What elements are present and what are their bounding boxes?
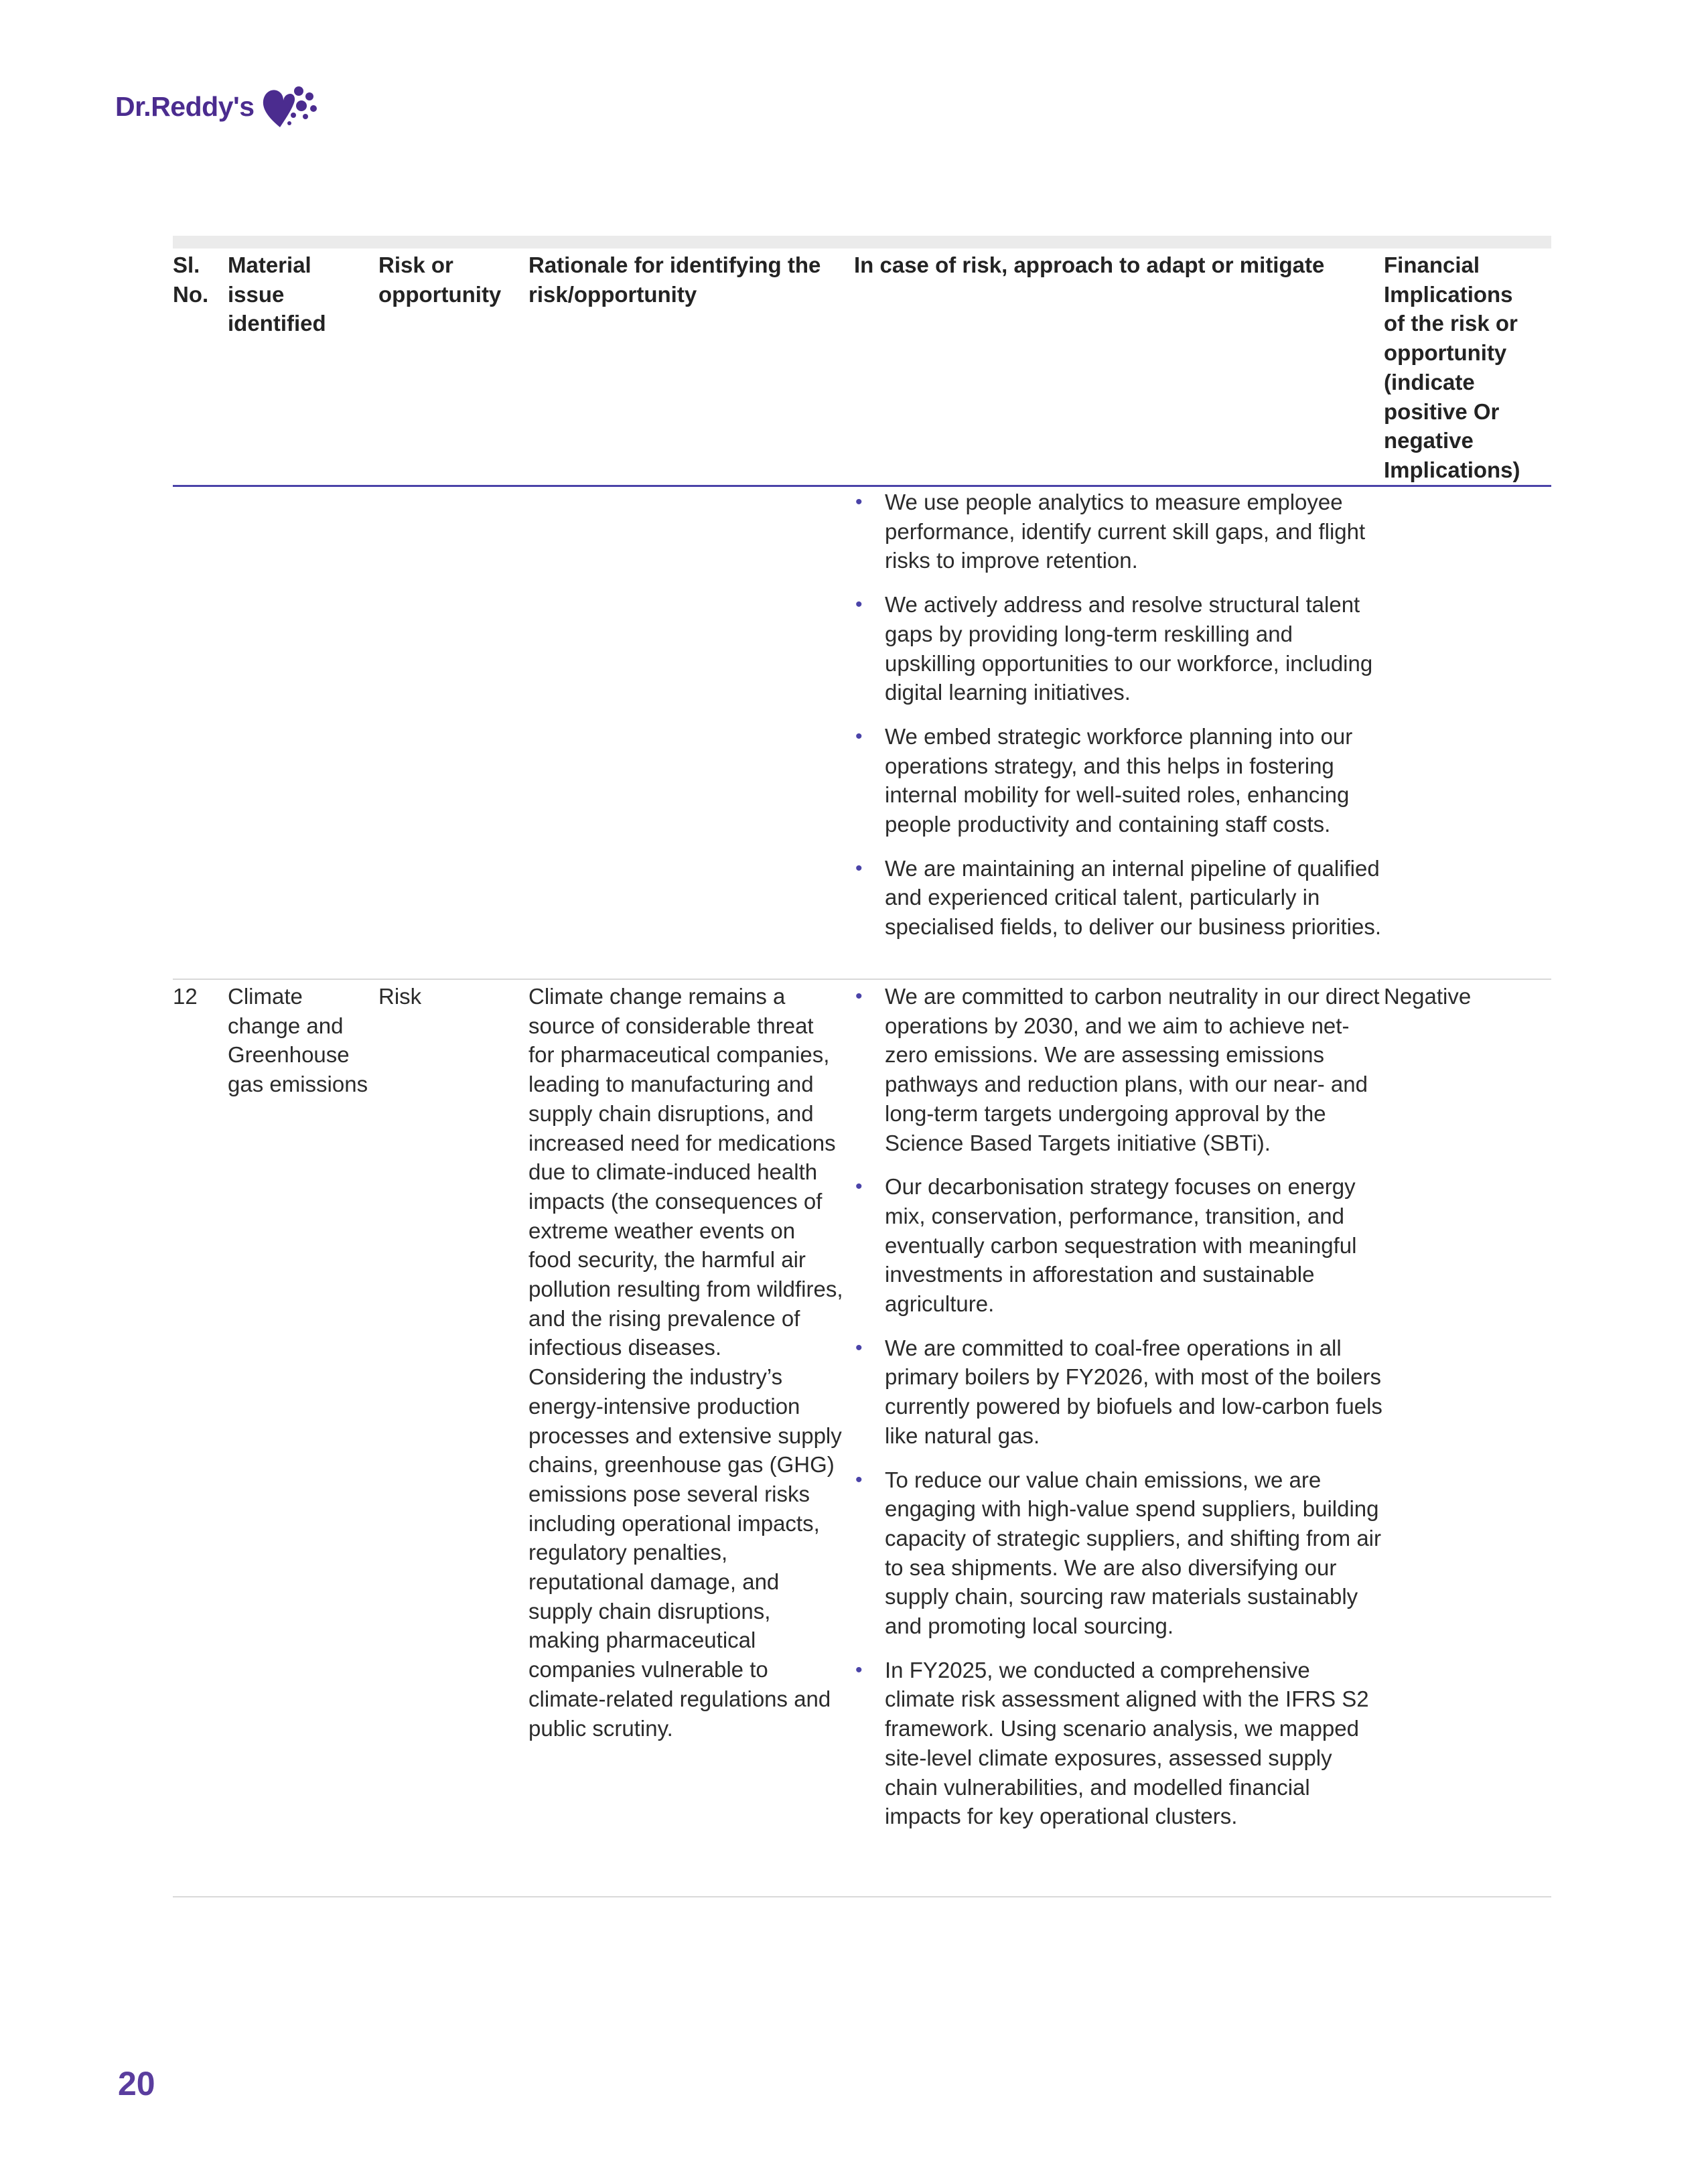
bullet-icon: • [855, 593, 863, 616]
header-financial-implications: Financial Implications of the risk or opportunity (indicate positive Or negative Implications) [1384, 253, 1520, 482]
table-header-band [173, 236, 1551, 248]
list-item: • We embed strategic workforce planning into our operations strategy, and this helps in fostering internal mobility for well-suited roles, enhancing people productivity and containing staff costs. [849, 722, 1385, 839]
header-material-issue: Material issue identified [228, 253, 326, 336]
row-12-rationale: Climate change remains a source of considerable threat for pharmaceutical companies, leading to manufacturing and supply chain disruptions, and increased need for medications due to climate-induced health impacts (the consequences of extreme weather events on food security, the harmful air pollution resulting from wildfires, and the rising prevalence of infectious diseases. Considering the industry’s energy-intensive production processes and extensive supply chains, greenhouse gas (GHG) emissions pose several risks including operational impacts, regulatory penalties, reputational damage, and supply chain disruptions, making pharmaceutical companies vulnerable to climate-related regulations and public scrutiny. [528, 984, 843, 1741]
list-item: • To reduce our value chain emissions, we are engaging with high-value spend suppliers, building capacity of strategic suppliers, and shifting from air to sea shipments. We are also diversifying our supply chain, sourcing raw materials sustainably and promoting local sourcing. [849, 1465, 1385, 1641]
header-sl-no: Sl. No. [173, 253, 209, 307]
list-item: • We are committed to carbon neutrality in our direct operations by 2030, and we aim to achieve net-zero emissions. We are assessing emissions pathways and reduction plans, with our near- and long-term targets undergoing approval by the Science Based Targets initiative (SBTi). [849, 982, 1385, 1157]
list-item: • We use people analytics to measure employee performance, identify current skill gaps, and flight risks to improve retention. [849, 488, 1385, 575]
list-item: • We are maintaining an internal pipeline of qualified and experienced critical talent, particularly in specialised fields, to deliver our business priorities. [849, 854, 1385, 942]
list-item: • Our decarbonisation strategy focuses on energy mix, conservation, performance, transition, and eventually carbon sequestration with meaningful investments in afforestation and sustainable agriculture. [849, 1172, 1385, 1319]
table-bottom-divider [173, 1896, 1551, 1897]
logo-text: Dr.Reddy's [115, 90, 255, 122]
bullet-icon: • [855, 725, 863, 747]
row-12-sl-no: 12 [173, 984, 198, 1009]
row-divider [173, 979, 1551, 980]
header-risk-or-opportunity: Risk or opportunity [378, 253, 502, 307]
header-rationale: Rationale for identifying the risk/opportunity [528, 253, 821, 307]
row-12-financial-implications: Negative [1384, 984, 1472, 1009]
list-item: • In FY2025, we conducted a comprehensive climate risk assessment aligned with the IFRS S2 framework. Using scenario analysis, we mapped site-level climate exposures, assessed supply chain vulnerabilities, and modelled financial impacts for key operational clusters. [849, 1656, 1385, 1831]
bullet-icon: • [855, 1336, 863, 1359]
bullet-icon: • [855, 1658, 863, 1681]
bullet-icon: • [855, 985, 863, 1007]
row-12-risk-or-opportunity: Risk [378, 984, 422, 1009]
page-number: 20 [118, 2065, 155, 2102]
bullet-icon: • [855, 857, 863, 879]
list-item: • We are committed to coal-free operations in all primary boilers by FY2026, with most of the boilers currently powered by biofuels and low-carbon fuels like natural gas. [849, 1334, 1385, 1451]
list-item: • We actively address and resolve structural talent gaps by providing long-term reskilling and upskilling opportunities to our workforce, including digital learning initiatives. [849, 590, 1385, 707]
bullet-icon: • [855, 1175, 863, 1198]
bullet-icon: • [855, 1468, 863, 1491]
row-12-approach [849, 982, 1385, 1846]
continued-row-approach [849, 488, 1385, 956]
row-12-material-issue: Climate change and Greenhouse gas emissions [228, 984, 368, 1097]
heart-logo-icon [260, 83, 320, 130]
header-divider [173, 485, 1551, 487]
header-approach: In case of risk, approach to adapt or mitigate [854, 253, 1325, 277]
company-logo [115, 83, 320, 130]
bullet-icon: • [855, 491, 863, 513]
